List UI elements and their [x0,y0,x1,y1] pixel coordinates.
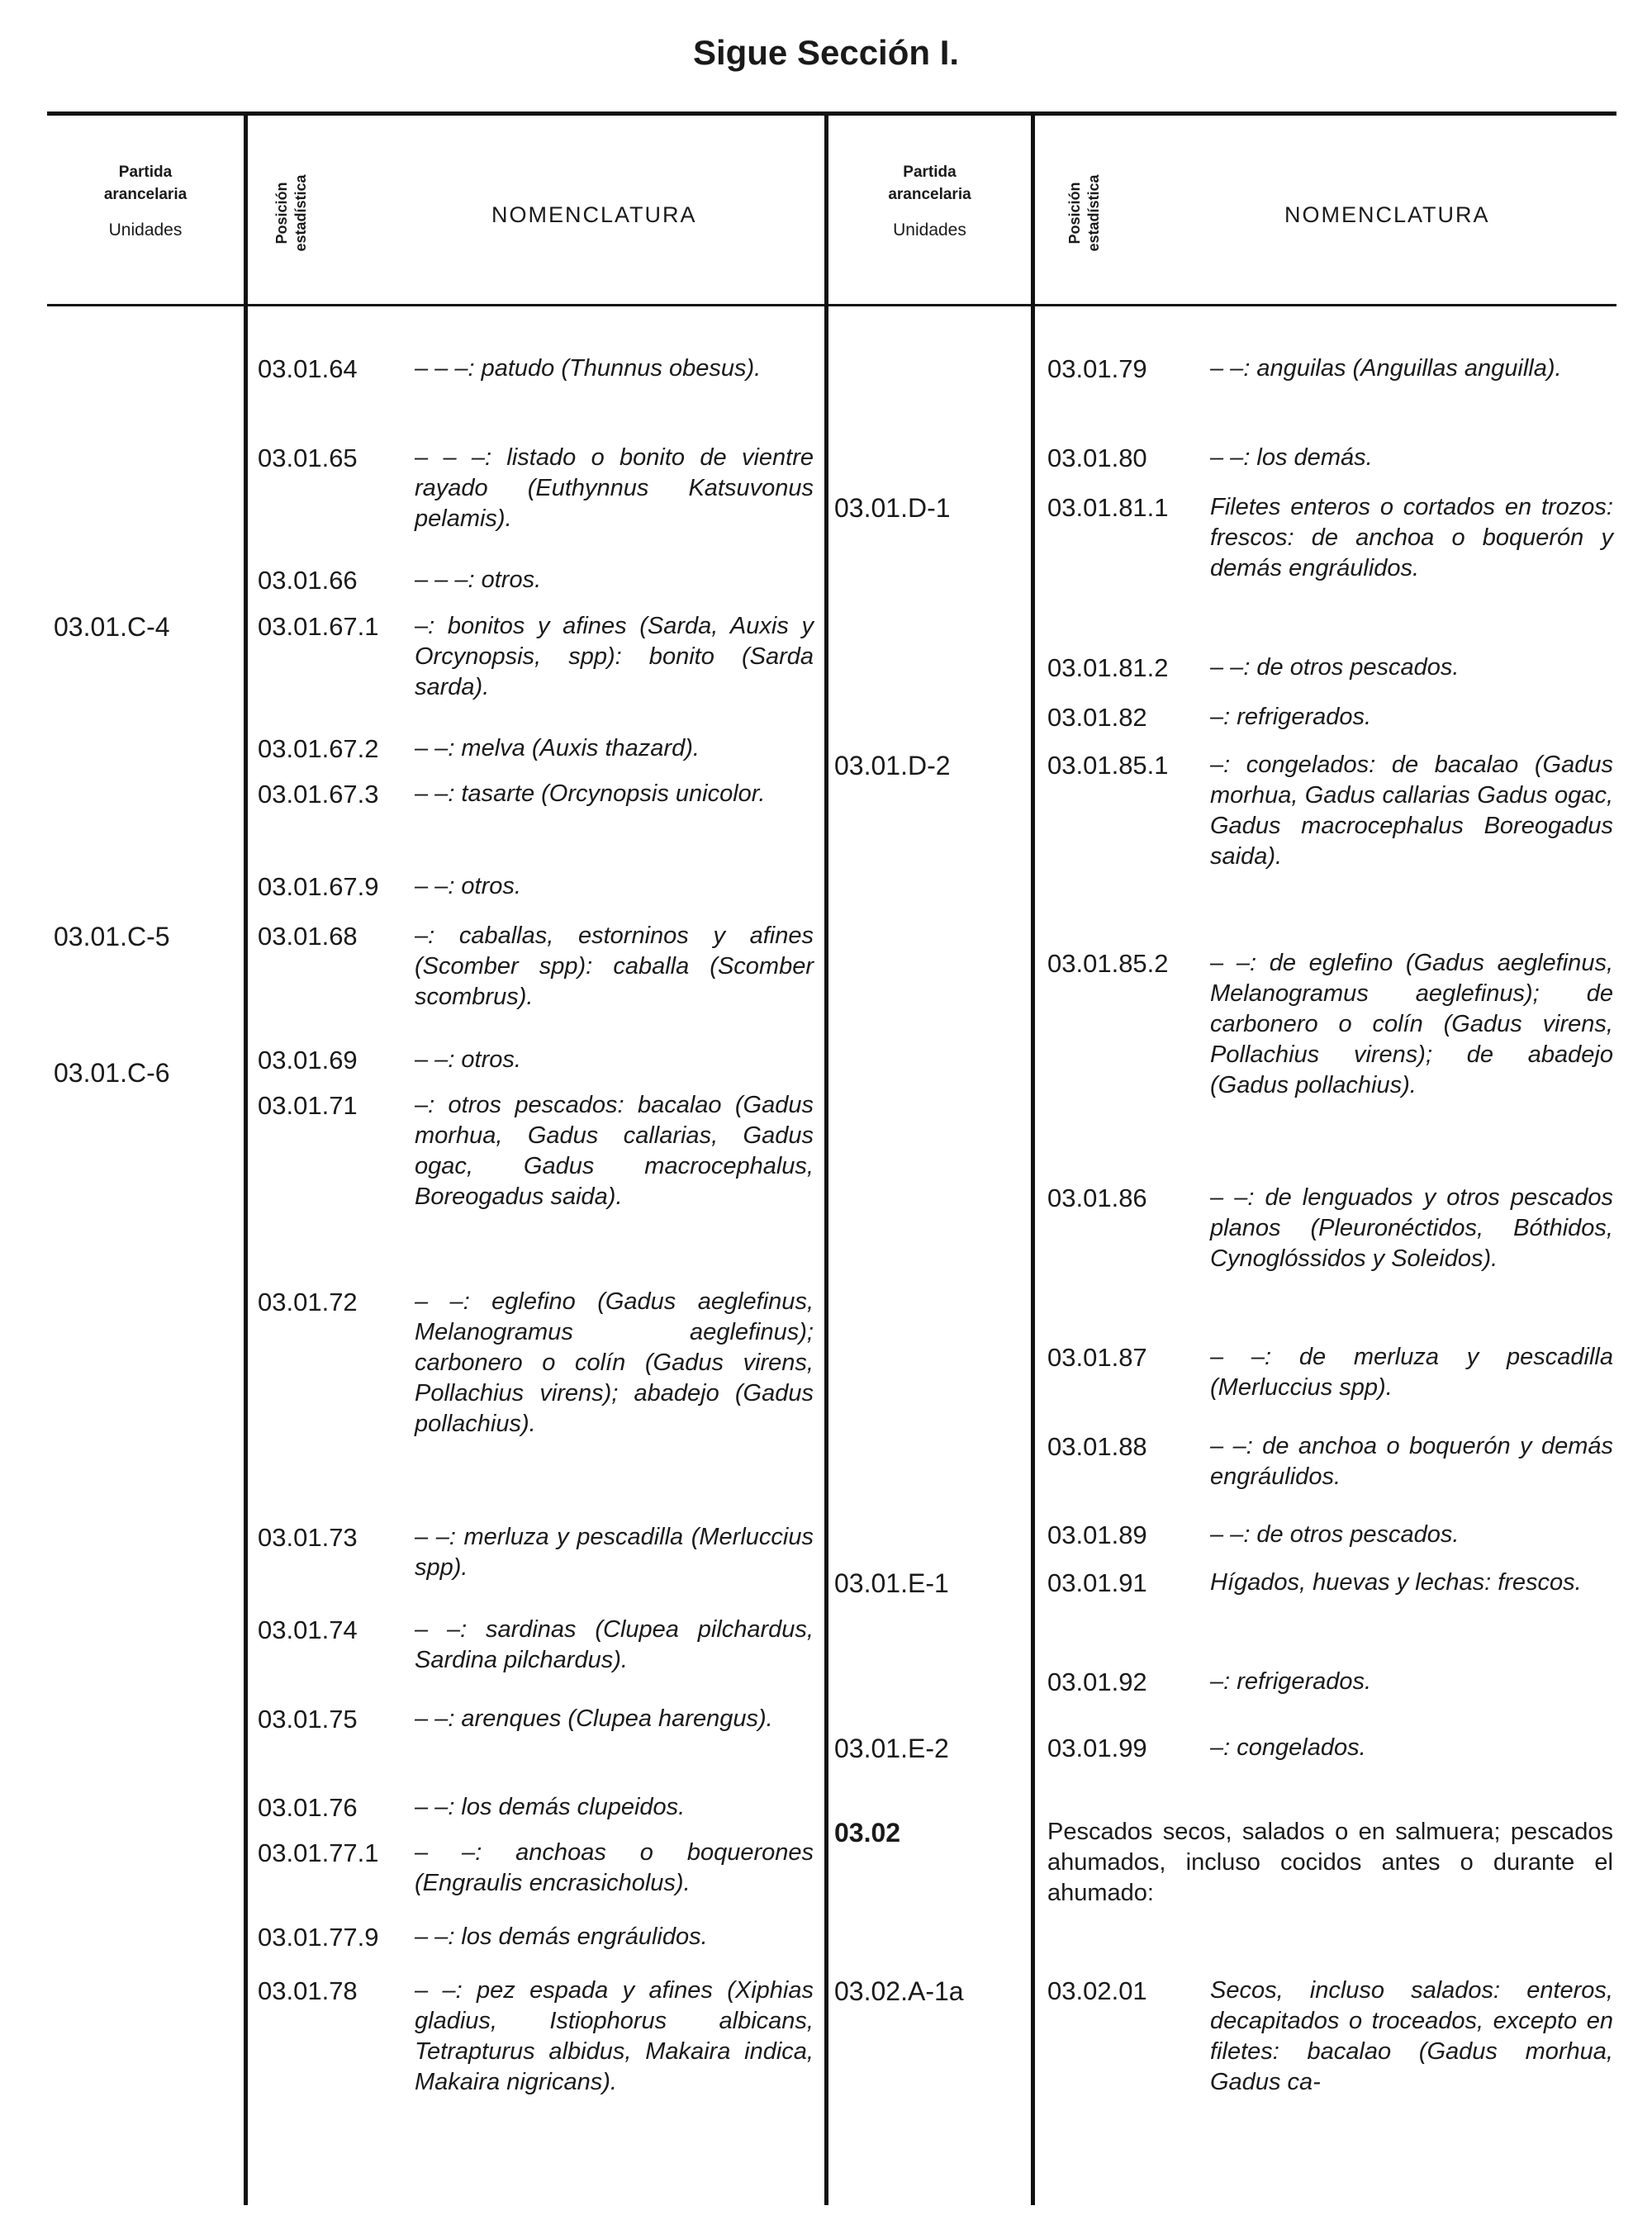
right-code: 03.01.85.1 [1047,751,1169,780]
right-text: – –: de merluza y pescadilla (Merluccius spp). [1210,1344,1613,1401]
right-partida: 03.02.A-1a [834,1976,964,2006]
right-text: – –: de otros pescados. [1210,1521,1460,1548]
left-text: –: caballas, estorninos y afines (Scomber spp): caballa (Scomber scombrus). [415,923,814,1010]
left-text: – –: otros. [415,873,521,899]
right-code: 03.01.89 [1047,1520,1147,1549]
left-code: 03.01.66 [258,566,358,595]
left-text: – –: otros. [415,1046,521,1073]
partida-label: Partida [903,164,957,181]
right-code: 03.01.82 [1047,703,1147,732]
left-text: – –: los demás engráulidos. [415,1924,708,1950]
right-code: 03.01.91 [1047,1568,1147,1597]
left-text: – –: los demás clupeidos. [415,1794,686,1820]
posicion-label: Posición [273,182,290,244]
left-text: – –: tasarte (Orcynopsis unicolor. [415,780,766,807]
left-code: 03.01.76 [258,1793,358,1822]
right-partida: 03.01.E-1 [834,1568,949,1598]
right-code: 03.01.92 [1047,1667,1147,1696]
left-code: 03.01.77.9 [258,1923,379,1952]
right-text: Hígados, huevas y lechas: frescos. [1210,1569,1582,1596]
posicion-label: Posición [1066,182,1083,244]
left-code: 03.01.78 [258,1976,358,2005]
estadistica-label: estadística [292,174,309,252]
left-code: 03.01.67.1 [258,612,379,641]
right-code: 03.01.87 [1047,1343,1147,1372]
left-text: – –: anchoas o boquerones (Engraulis encrasicholus). [415,1839,814,1896]
left-text: – –: eglefino (Gadus aeglefinus, Melanogramus aeglefinus); carbonero o colín (Gadus virens, Pollachius virens); abadejo (Gadus pollachius). [415,1288,814,1437]
left-partida: 03.01.C-6 [54,1058,170,1088]
page-title: Sigue Sección I. [692,33,960,72]
left-code: 03.01.67.3 [258,780,379,809]
right-code: 03.01.99 [1047,1734,1147,1762]
right-text: Filetes enteros o cortados en trozos: frescos: de anchoa o boquerón y demás engráulidos. [1210,494,1613,581]
left-text: – –: merluza y pescadilla (Merluccius spp). [415,1524,814,1581]
header-bottom-rule [47,304,1616,306]
right-text: – –: de lenguados y otros pescados planos (Pleuronéctidos, Bóthidos, Cynoglóssidos y Soleidos). [1210,1184,1613,1272]
left-partida: 03.01.C-5 [54,922,170,951]
top-rule [47,111,1616,116]
right-text: – –: los demás. [1210,444,1373,471]
right-text: –: congelados: de bacalao (Gadus morhua, Gadus callarias Gadus ogac, Gadus macrocephalus Boreogadus saida). [1210,752,1613,870]
left-partida: 03.01.C-4 [54,612,170,642]
right-text: – –: de anchoa o boquerón y demás engráulidos. [1210,1433,1613,1490]
unidades-label: Unidades [108,221,183,240]
right-code: 03.01.80 [1047,444,1147,472]
left-code: 03.01.71 [258,1091,358,1120]
unidades-label: Unidades [893,221,966,240]
right-code: 03.02.01 [1047,1976,1147,2005]
left-text: – –: sardinas (Clupea pilchardus, Sardina pilchardus). [415,1616,814,1673]
left-code: 03.01.64 [258,354,358,383]
left-code: 03.01.68 [258,922,358,951]
left-text: – – –: patudo (Thunnus obesus). [415,355,762,382]
left-code: 03.01.69 [258,1046,358,1074]
right-code: 03.01.79 [1047,354,1147,383]
divider-right-partida [1031,111,1035,2205]
left-code: 03.01.75 [258,1705,358,1734]
right-code: 03.01.85.2 [1047,949,1169,978]
left-partida-header [47,161,244,241]
left-code: 03.01.67.2 [258,734,379,763]
left-text: – – –: otros. [415,567,542,593]
right-nomenclatura-header: NOMENCLATURA [1284,202,1490,227]
left-text: – –: melva (Auxis thazard). [415,735,700,761]
left-nomenclatura-header: NOMENCLATURA [491,202,697,227]
divider-left-partida [244,111,248,2205]
right-posicion-header [1066,130,1107,296]
right-code: 03.01.81.1 [1047,493,1169,522]
left-text: –: bonitos y afines (Sarda, Auxis y Orcynopsis, spp): bonito (Sarda sarda). [415,613,814,700]
right-text: –: refrigerados. [1210,704,1372,730]
partida-label: Partida [118,164,173,181]
right-text: –: congelados. [1210,1734,1366,1761]
estadistica-label: estadística [1085,174,1102,252]
left-text: – – –: listado o bonito de vientre rayado (Euthynnus Katsuvonus pelamis). [415,444,814,532]
right-partida-header [828,161,1031,241]
left-code: 03.01.77.1 [258,1838,379,1867]
right-partida: 03.01.D-2 [834,751,951,780]
right-heading-text: Pescados secos, salados o en salmuera; pescados ahumados, incluso cocidos antes o durante el ahumado: [1047,1819,1613,1906]
left-code: 03.01.65 [258,444,358,472]
arancelaria-label: arancelaria [888,186,971,203]
right-code: 03.01.88 [1047,1432,1147,1461]
right-text: – –: de eglefino (Gadus aeglefinus, Melanogramus aeglefinus); de carbonero o colín (Gadus virens, Pollachius virens); de abadejo (Gadus pollachius). [1210,950,1613,1098]
right-partida: 03.01.E-2 [834,1734,949,1763]
divider-center [824,111,828,2205]
right-text: – –: anguilas (Anguillas anguilla). [1210,355,1562,382]
right-text: –: refrigerados. [1210,1668,1372,1695]
arancelaria-label: arancelaria [103,186,188,203]
right-code: 03.01.81.2 [1047,653,1169,682]
left-text: – –: pez espada y afines (Xiphias gladius, Istiophorus albicans, Tetrapturus albidus, Makaira indica, Makaira nigricans). [415,1977,814,2095]
right-text: – –: de otros pescados. [1210,654,1460,681]
left-code: 03.01.67.9 [258,872,379,901]
left-text: – –: arenques (Clupea harengus). [415,1705,773,1732]
left-code: 03.01.72 [258,1288,358,1316]
left-text: –: otros pescados: bacalao (Gadus morhua, Gadus callarias, Gadus ogac, Gadus macrocephalus, Boreogadus saida). [415,1092,814,1210]
right-code: 03.01.86 [1047,1184,1147,1212]
right-partida: 03.01.D-1 [834,493,951,523]
left-code: 03.01.73 [258,1523,358,1552]
right-partida: 03.02 [834,1818,901,1848]
left-code: 03.01.74 [258,1615,358,1644]
left-posicion-header [273,130,314,296]
right-text: Secos, incluso salados: enteros, decapitados o troceados, excepto en filetes: bacalao (Gadus morhua, Gadus ca- [1210,1977,1613,2095]
